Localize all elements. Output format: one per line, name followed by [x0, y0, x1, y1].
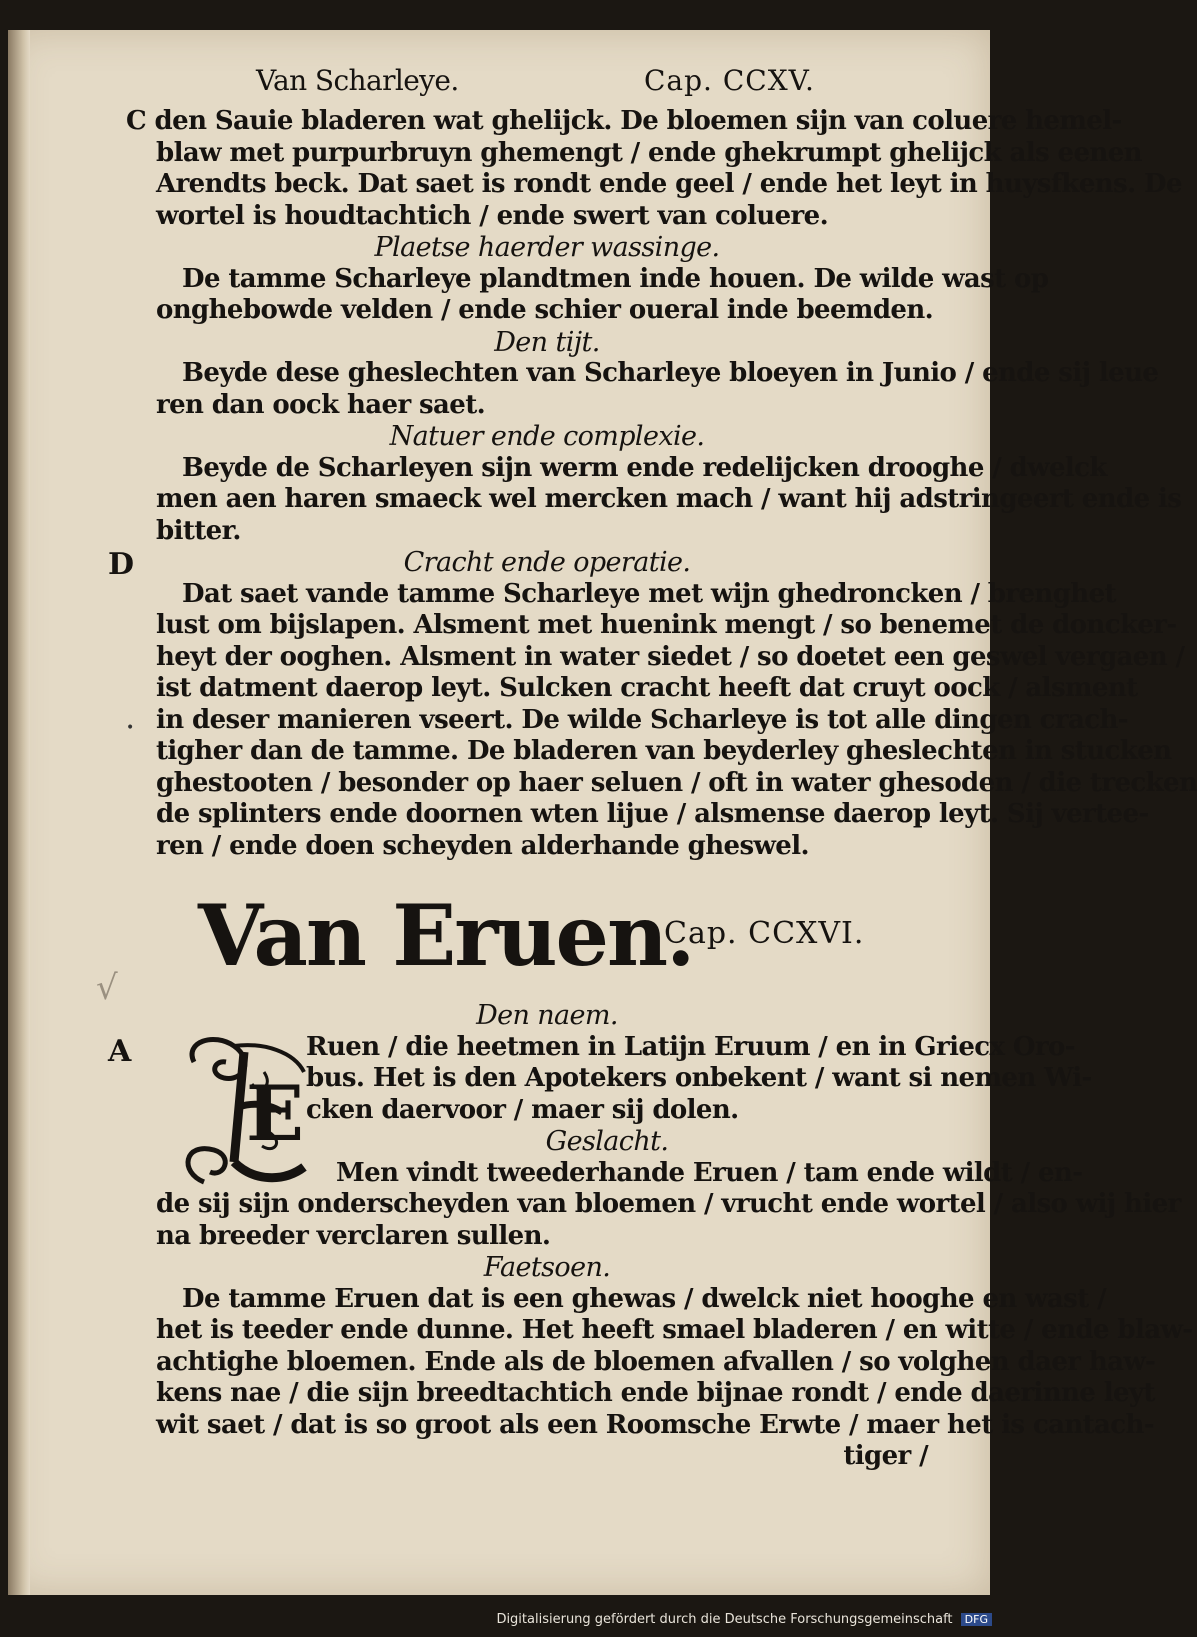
- margin-letter-a: A: [108, 1033, 131, 1069]
- page-text: [108, 58, 1197, 1473]
- section-heading: Faetsoen.: [483, 1252, 611, 1283]
- section-heading: Geslacht.: [545, 1126, 669, 1157]
- section-heading: Natuer ende complexie.: [389, 421, 705, 452]
- text-line: heyt der ooghen. Alsment in water siedet / so doetet een geswel vergaen /: [156, 641, 1185, 672]
- text-line: in deser manieren vseert. De wilde Scharleye is tot alle dingen crach-: [156, 704, 1128, 735]
- book-page: [8, 30, 1197, 1595]
- text-line: ghestooten / besonder op haer seluen / oft in water ghesoden / die trecken: [156, 767, 1197, 798]
- text-line: de splinters ende doornen wten lijue / alsmense daerop leyt. Sij vertee-: [156, 799, 1149, 829]
- text-line: Beyde de Scharleyen sijn werm ende redelijcken drooghe / dwelck: [182, 452, 1107, 483]
- text-line: lust om bijslapen. Alsment met huenink mengt / so benemet de doncker-: [156, 610, 1177, 640]
- chapter-heading: [126, 880, 968, 1000]
- digitization-credit: [496, 1612, 992, 1627]
- header-title: Van Scharleye.: [256, 64, 459, 97]
- chapter-number: Cap. CCXVI.: [664, 916, 865, 951]
- text-line: bus. Het is den Apotekers onbekent / want si nemen Wi-: [306, 1063, 1092, 1093]
- text-line: men aen haren smaeck wel mercken mach / want hij adstringeert ende is: [156, 484, 1182, 514]
- drop-cap-block: [108, 1031, 1092, 1190]
- text-line: kens nae / die sijn breedtachtich ende bijnae rondt / ende daerinne leyt: [156, 1378, 1155, 1408]
- text-line: ist datment daerop leyt. Sulcken cracht heeft dat cruyt oock / alsment: [156, 673, 1138, 703]
- text-line: De tamme Eruen dat is een ghewas / dwelck niet hooghe en wast /: [182, 1283, 1106, 1314]
- credit-text: Digitalisierung gefördert durch die Deutsche Forschungsgemeinschaft: [496, 1612, 953, 1627]
- text-line: blaw met purpurbruyn ghemengt / ende ghekrumpt ghelijck als eenen: [156, 137, 1142, 168]
- running-header: [126, 58, 968, 106]
- text-line: cken daervoor / maer sij dolen.: [306, 1094, 739, 1125]
- text-line: ren dan oock haer saet.: [156, 389, 486, 420]
- text-line: achtighe bloemen. Ende als de bloemen afvallen / so volghen daer haw-: [156, 1346, 1156, 1377]
- margin-letter-d: D: [108, 547, 134, 582]
- section-heading: Plaetse haerder wassinge.: [374, 232, 720, 263]
- text-line: Beyde dese gheslechten van Scharleye bloeyen in Junio / ende sij leue: [182, 358, 1159, 388]
- dfg-logo: DFG: [961, 1613, 992, 1626]
- section-heading: Den tijt.: [494, 326, 600, 358]
- page-gutter: [8, 30, 30, 1595]
- section-heading: [108, 547, 968, 582]
- text-line: wortel is houdtachtich / ende swert van coluere.: [156, 200, 829, 231]
- text-line: tiger /: [843, 1441, 928, 1471]
- margin-dot: •: [126, 720, 135, 736]
- text-line: de sij sijn onderscheyden van bloemen / vrucht ende wortel / also wij hier: [156, 1189, 1181, 1219]
- header-chapter: Cap. CCXV.: [644, 64, 815, 97]
- text-line: Men vindt tweederhande Eruen / tam ende wildt / en-: [336, 1157, 1083, 1188]
- text-line: Dat saet vande tamme Scharleye met wijn ghedroncken / brenghet: [182, 578, 1116, 609]
- text-line: ren / ende doen scheyden alderhande gheswel.: [156, 830, 809, 861]
- text-line: na breeder verclaren sullen.: [156, 1220, 551, 1251]
- drop-cap-letter: E: [246, 1068, 304, 1158]
- text-line: het is teeder ende dunne. Het heeft smael bladeren / en witte / ende blaw-: [156, 1315, 1193, 1345]
- text-line: Arendts beck. Dat saet is rondt ende geel / ende het leyt in huysfkens. De: [156, 169, 1182, 199]
- text-line: Ruen / die heetmen in Latijn Eruum / en in Griecx Oro-: [306, 1031, 1075, 1062]
- text-line: onghebowde velden / ende schier oueral inde beemden.: [156, 295, 934, 325]
- text-line: wit saet / dat is so groot als een Roomsche Erwte / maer het is cantach-: [156, 1409, 1155, 1440]
- section-heading-text: Cracht ende operatie.: [403, 547, 691, 578]
- section-heading: Den naem.: [476, 1000, 618, 1031]
- text-line: bitter.: [156, 515, 241, 546]
- text-line: tigher dan de tamme. De bladeren van beyderley gheslechten in stucken: [156, 736, 1172, 766]
- margin-pencil-mark: √: [96, 968, 118, 1008]
- text-line: C den Sauie bladeren wat ghelijck. De bloemen sijn van coluere hemel-: [126, 106, 1122, 136]
- chapter-title: Van Eruen.: [198, 886, 694, 985]
- text-line: De tamme Scharleye plandtmen inde houen. De wilde wast op: [182, 263, 1049, 294]
